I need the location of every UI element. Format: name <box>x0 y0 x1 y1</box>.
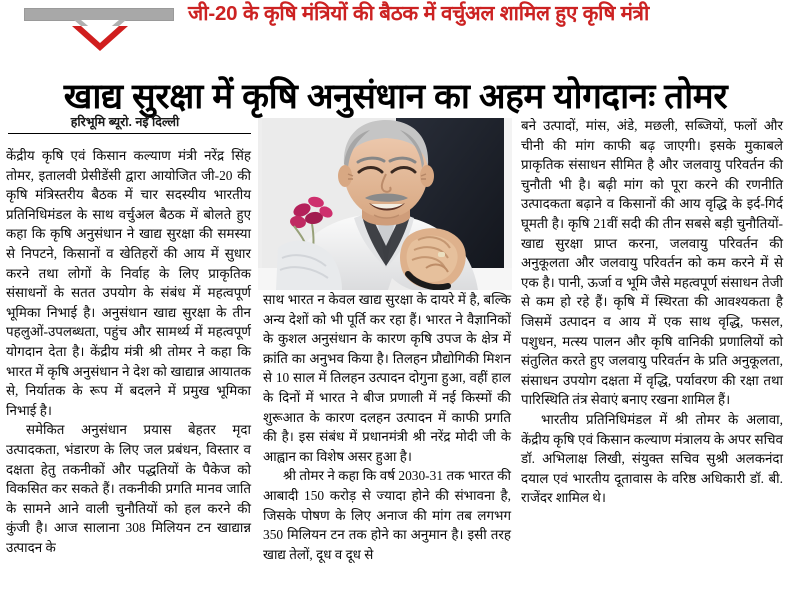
body-column-2 <box>263 290 511 598</box>
article-photo <box>258 118 512 290</box>
paragraph: साथ भारत न केवल खाद्य सुरक्षा के दायरे में है, बल्कि अन्य देशों को भी पूर्ति कर रहा हैं। भारत ने वैज्ञानिकों के कुशल अनुसंधान के कारण कृषि उपज के क्षेत्र में क्रांति का अनुभव किया है। तिलहन प्रौद्योगिकी मिशन से 10 साल में तिलहन उत्पादन दोगुना हुआ, वहीं हाल के दिनों में भारत ने बीज प्रणाली में नई किस्मों की शुरूआत के कारण दलहन उत्पादन में काफी प्रगति की है। इस संबंध में प्रधानमंत्री श्री नरेंद्र मोदी जी के आह्वान का विशेष असर हुआ है। <box>263 292 511 464</box>
paragraph: बने उत्पादों, मांस, अंडे, मछली, सब्जियों, फलों और चीनी की मांग काफी बढ़ जाएगी। इसके मुकाबले प्राकृतिक संसाधन सीमित है और जलवायु परिवर्तन की चुनौती भी है। बढ़ी मांग को पूरा करने की रणनीति उत्पादकता बढ़ाने व किसानों की आय वृद्धि के इर्द-गिर्द घूमती है। कृषि 21वीं सदी की तीन सबसे बड़ी चुनौतियों- खाद्य सुरक्षा प्राप्त करना, जलवायु परिवर्तन की अनुकूलता और जलवायु परिवर्तन को कम करने में से एक है। पानी, ऊर्जा व भूमि जैसे महत्वपूर्ण संसाधन तेजी से कम हो रहे हैं। कृषि में स्थिरता की आवश्यकता है जिसमें उत्पादन व आय में एक साथ वृद्धि, फसल, पशुधन, मत्स्य पालन और कृषि वानिकी प्रणालियों को संतुलित करते हुए जलवायु परिवर्तन के प्रति अनुकूलता, संसाधन उपयोग दक्षता में वृद्धि, पर्यावरण की रक्षा तथा पारिस्थिति तंत्र सेवाएं बनाए रखना शामिल हैं। <box>521 118 783 408</box>
paragraph: भारतीय प्रतिनिधिमंडल में श्री तोमर के अलावा, केंद्रीय कृषि एवं किसान कल्याण मंत्रालय के अपर सचिव डॉ. अभिलाक्ष लिखी, संयुक्त सचिव सुश्री अलकनंदा दयाल एवं भारतीय दूतावास के वरिष्ठ अधिकारी डॉ. बी. राजेंदर शामिल थे। <box>521 411 783 506</box>
paragraph: केंद्रीय कृषि एवं किसान कल्याण मंत्री नरेंद्र सिंह तोमर, इतालवी प्रेसीडेंसी द्वारा आयोजित जी-20 की कृषि मंत्रिस्तरीय बैठक में चार सदस्यीय भारतीय प्रतिनिधिमंडल के साथ वर्चुअल बैठक में बोलते हुए कहा कि कृषि अनुसंधान ने खाद्य सुरक्षा की समस्या से निपटने, किसानों व खेतिहरों की आय में सुधार करने तथा लोगों के निर्वाह के लिए प्राकृतिक संसाधनों के सतत उपयोग के संबंध में महत्वपूर्ण भूमिका निभाई है। अनुसंधान खाद्य सुरक्षा के तीन पहलुओं-उपलब्धता, पहुंच और सामर्थ्य में महत्वपूर्ण योगदान देता है। केंद्रीय मंत्री श्री तोमर ने कहा कि भारत में कृषि अनुसंधान ने देश को खाद्यान्न आयातक से, निर्यातक के रूप में बदलने में प्रमुख भूमिका निभाई है। <box>6 148 251 418</box>
paragraph: समेकित अनुसंधान प्रयास बेहतर मृदा उत्पादकता, भंडारण के लिए जल प्रबंधन, विस्तार व दक्षता हेतु तकनीकों और पद्धतियों के पैकेज को विकसित कर सकते हैं। तकनीकी प्रगति मानव जाति के सामने आने वाली चुनौतियों को हल करने की कुंजी है। आज सालाना 308 मिलियन टन खाद्यान्न उत्पादन के <box>6 422 251 555</box>
harbhoomi-chevron-logo <box>24 8 180 48</box>
page-title: खाद्य सुरक्षा में कृषि अनुसंधान का अहम योगदानः तोमर <box>63 77 728 117</box>
photo-illustration <box>258 118 512 290</box>
chevron-down-red-cutout-icon <box>81 26 119 43</box>
byline-divider <box>8 133 251 134</box>
kicker-headline: जी-20 के कृषि मंत्रियों की बैठक में वर्चुअल शामिल हुए कृषि मंत्री <box>188 2 650 25</box>
byline: हरिभूमि ब्यूरो. नई दिल्ली <box>70 115 180 129</box>
body-column-3 <box>521 116 783 598</box>
kicker-strip <box>0 0 789 48</box>
body-column-1 <box>6 146 251 598</box>
paragraph: श्री तोमर ने कहा कि वर्ष 2030-31 तक भारत की आबादी 150 करोड़ से ज्यादा होने की संभावना है, जिसके पोषण के लिए अनाज की मांग तब लगभग 350 मिलियन टन तक होने का अनुमान है। इसी तरह खाद्य तेलों, दूध व दूध से <box>263 468 511 562</box>
